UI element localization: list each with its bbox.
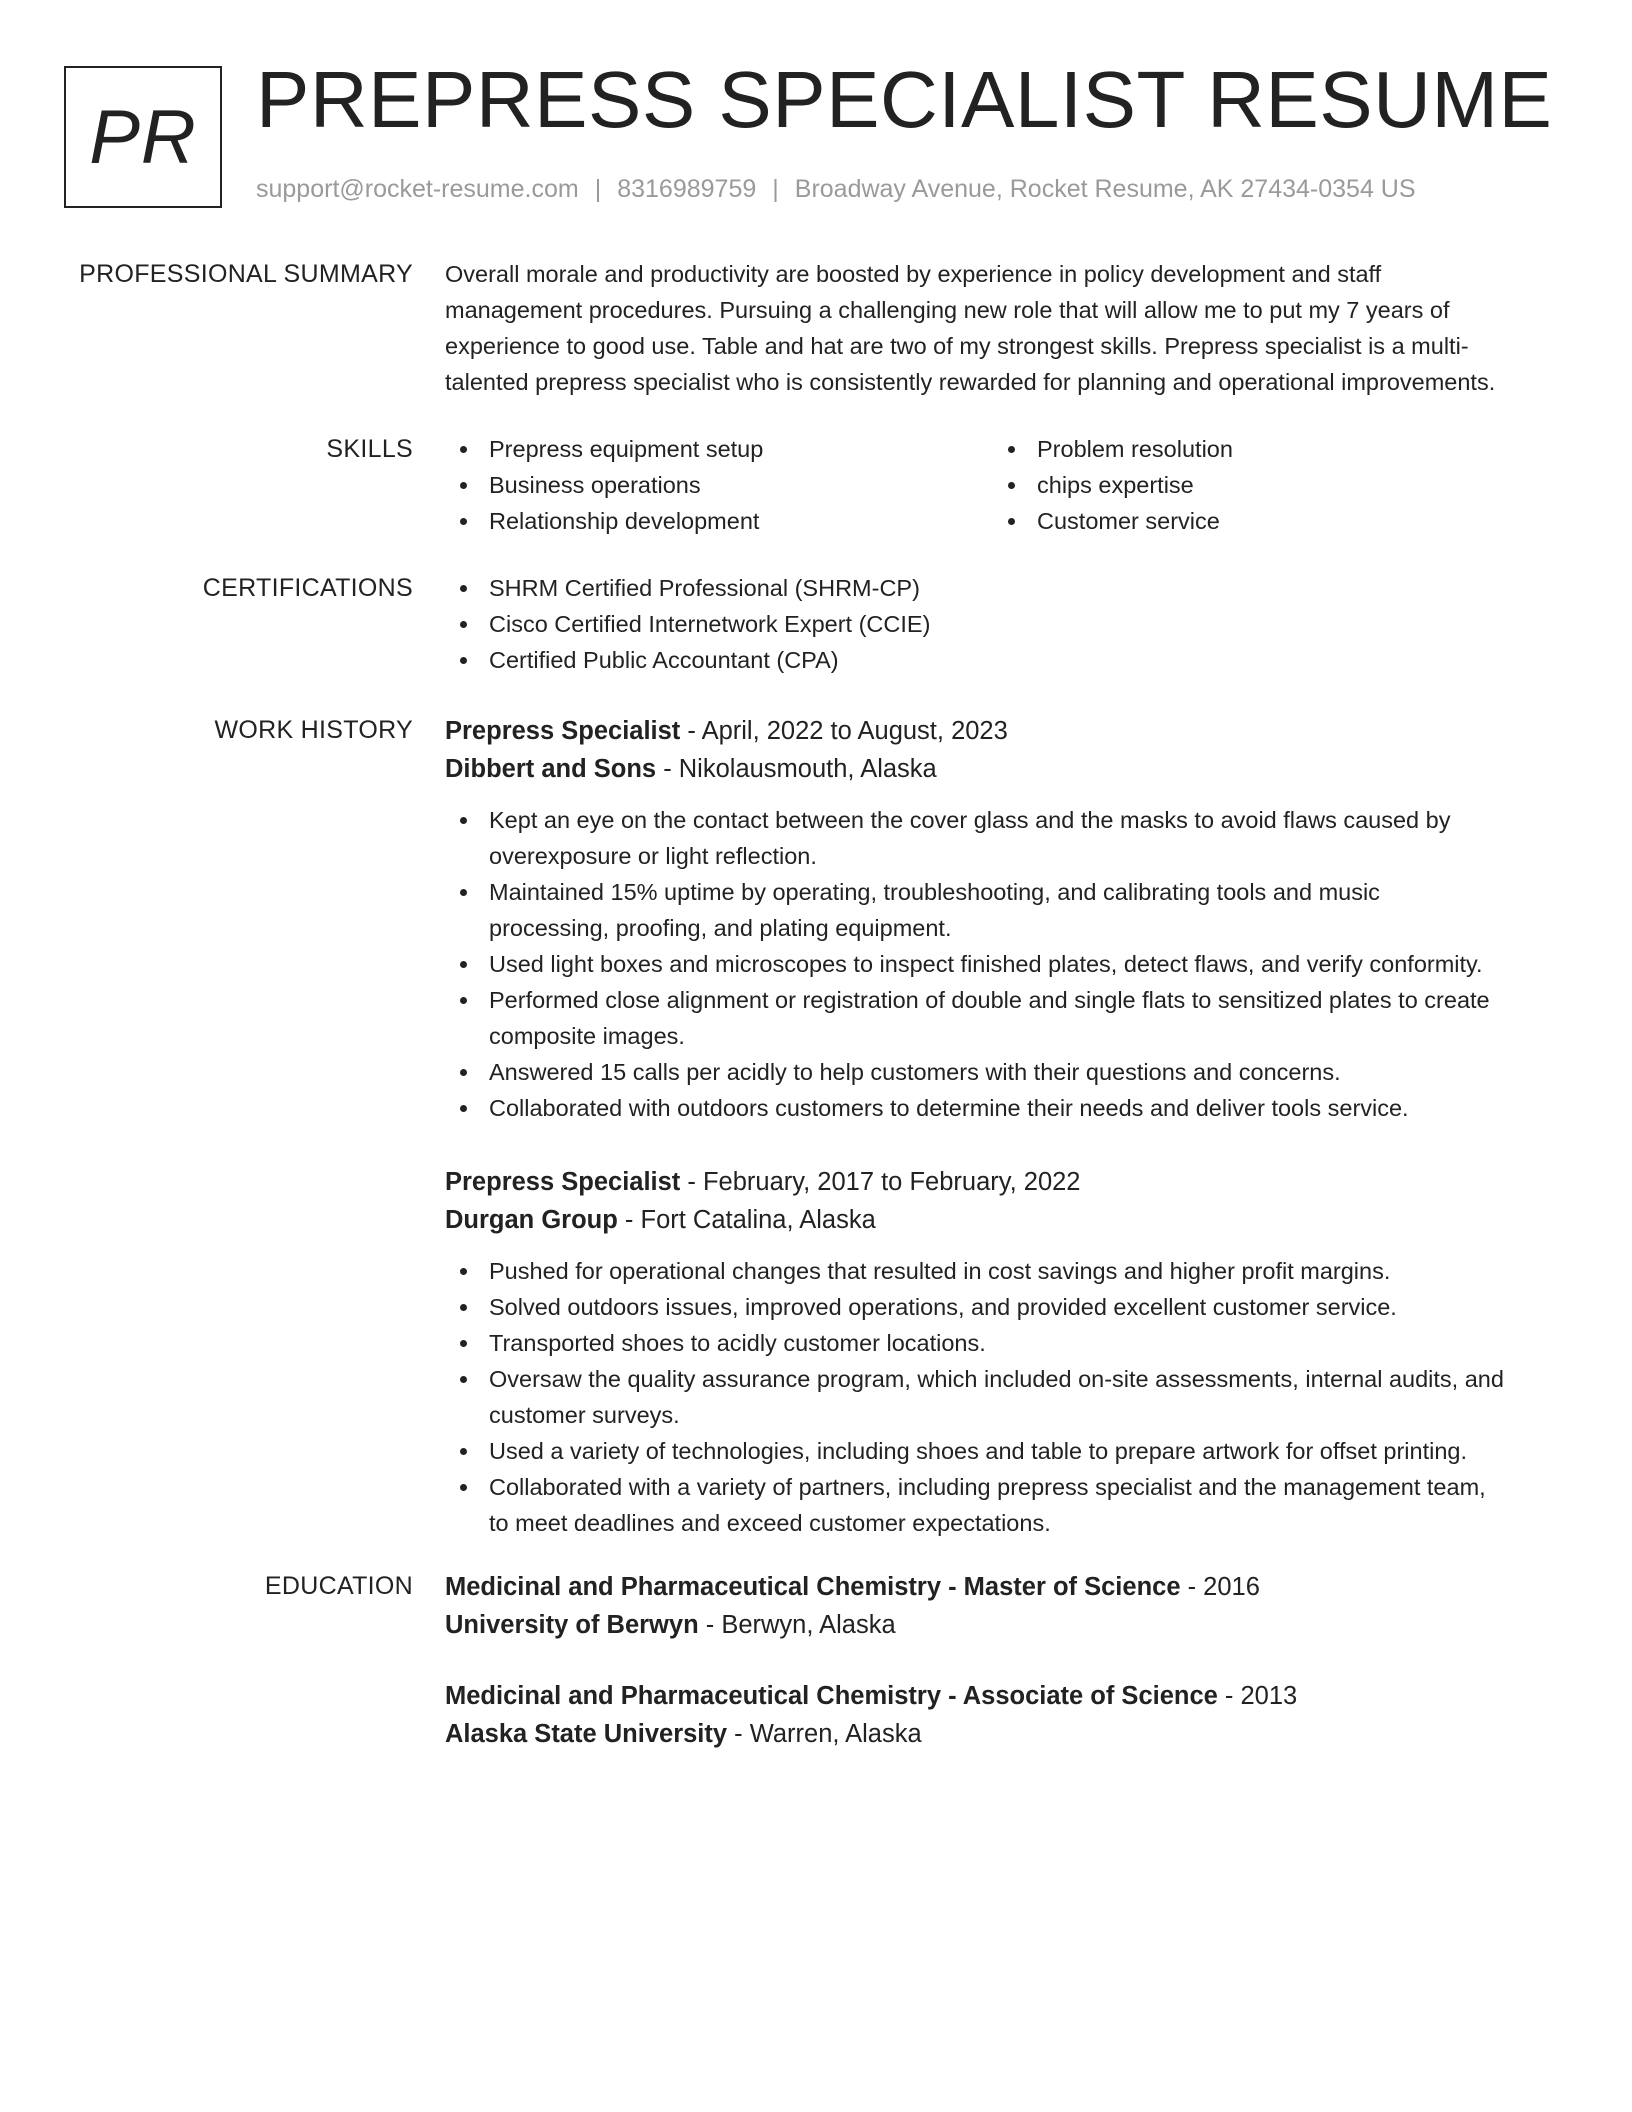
job-company-line [445, 750, 1565, 788]
certifications-list [445, 570, 1565, 678]
section-label-work-history: WORK HISTORY [214, 716, 413, 744]
certification-item: Certified Public Accountant (CPA) [445, 642, 1565, 678]
education-degree: Medicinal and Pharmaceutical Chemistry - Associate of Science [445, 1682, 1218, 1710]
job-bullet: Used light boxes and microscopes to inspect finished plates, detect flaws, and verify conformity. [445, 946, 1565, 982]
contact-phone[interactable]: 8316989759 [617, 175, 757, 203]
skills-column-1 [445, 431, 993, 539]
section-label-certifications: CERTIFICATIONS [202, 574, 413, 602]
monogram-box [64, 66, 222, 208]
education-entry [445, 1677, 1565, 1753]
job-title-line [445, 712, 1565, 750]
job-bullet: Collaborated with a variety of partners, including prepress specialist and the management team, to meet deadlines and exceed customer expectations. [445, 1469, 1565, 1541]
education-school-line [445, 1715, 1565, 1753]
certification-item: Cisco Certified Internetwork Expert (CCIE) [445, 606, 1565, 642]
job-bullet: Performed close alignment or registration of double and single flats to sensitized plates to create composite images. [445, 982, 1565, 1054]
skills-column-2 [993, 431, 1541, 539]
job-bullet: Pushed for operational changes that resulted in cost savings and higher profit margins. [445, 1253, 1565, 1289]
education-school: University of Berwyn [445, 1611, 699, 1639]
job-dates: - February, 2017 to February, 2022 [680, 1168, 1081, 1196]
contact-address: Broadway Avenue, Rocket Resume, AK 27434-0354 US [794, 175, 1416, 203]
section-label-skills: SKILLS [326, 435, 413, 463]
section-label-summary: PROFESSIONAL SUMMARY [79, 260, 413, 288]
job-bullet: Oversaw the quality assurance program, which included on-site assessments, internal audits, and customer surveys. [445, 1361, 1565, 1433]
education-entry [445, 1568, 1565, 1644]
skill-item: Customer service [993, 503, 1541, 539]
education-degree-line [445, 1568, 1565, 1606]
monogram-initials: PR [89, 94, 197, 180]
certification-item: SHRM Certified Professional (SHRM-CP) [445, 570, 1565, 606]
skill-item: Prepress equipment setup [445, 431, 993, 467]
summary-line: talented prepress specialist who is consistently rewarded for planning and operational improvements. [445, 369, 1496, 395]
summary-text [445, 256, 1565, 400]
education-location: - Warren, Alaska [727, 1720, 922, 1748]
contact-email[interactable]: support@rocket-resume.com [256, 175, 579, 203]
job-location: - Nikolausmouth, Alaska [656, 755, 937, 783]
job-bullet: Kept an eye on the contact between the cover glass and the masks to avoid flaws caused by overexposure or light reflection. [445, 802, 1565, 874]
education-degree: Medicinal and Pharmaceutical Chemistry - Master of Science [445, 1573, 1181, 1601]
job-bullet-list [445, 802, 1565, 1126]
work-history-body [445, 712, 1565, 1541]
summary-line: management procedures. Pursuing a challenging new role that will allow me to put my 7 years of [445, 297, 1450, 323]
resume-title: PREPRESS SPECIALIST RESUME [256, 55, 1553, 144]
job-entry [445, 1163, 1565, 1541]
skills-list [445, 431, 1565, 539]
job-entry [445, 712, 1565, 1126]
job-dates: - April, 2022 to August, 2023 [680, 717, 1008, 745]
section-label-education: EDUCATION [264, 1572, 413, 1600]
education-year: - 2016 [1180, 1573, 1260, 1601]
job-title: Prepress Specialist [445, 1168, 681, 1196]
education-degree-line [445, 1677, 1565, 1715]
education-school: Alaska State University [445, 1720, 728, 1748]
job-location: - Fort Catalina, Alaska [617, 1206, 876, 1234]
summary-line: Overall morale and productivity are boosted by experience in policy development and staff [445, 261, 1382, 287]
job-company: Durgan Group [445, 1206, 618, 1234]
skill-item: Relationship development [445, 503, 993, 539]
contact-separator: | [594, 175, 602, 203]
job-bullet: Collaborated with outdoors customers to determine their needs and deliver tools service. [445, 1090, 1565, 1126]
job-bullet-list [445, 1253, 1565, 1541]
job-bullet: Transported shoes to acidly customer locations. [445, 1325, 1565, 1361]
skill-item: chips expertise [993, 467, 1541, 503]
education-location: - Berwyn, Alaska [698, 1611, 896, 1639]
job-bullet: Answered 15 calls per acidly to help customers with their questions and concerns. [445, 1054, 1565, 1090]
job-company-line [445, 1201, 1565, 1239]
job-company: Dibbert and Sons [445, 755, 657, 783]
job-title-line [445, 1163, 1565, 1201]
job-bullet: Solved outdoors issues, improved operations, and provided excellent customer service. [445, 1289, 1565, 1325]
skill-item: Business operations [445, 467, 993, 503]
contact-line [256, 174, 1416, 204]
education-school-line [445, 1606, 1565, 1644]
education-year: - 2013 [1217, 1682, 1298, 1710]
summary-line: experience to good use. Table and hat are two of my strongest skills. Prepress specialist is a multi- [445, 333, 1469, 359]
job-title: Prepress Specialist [445, 717, 681, 745]
contact-separator: | [772, 175, 779, 203]
job-bullet: Used a variety of technologies, including shoes and table to prepare artwork for offset printing. [445, 1433, 1565, 1469]
skill-item: Problem resolution [993, 431, 1541, 467]
education-body [445, 1568, 1565, 1753]
job-bullet: Maintained 15% uptime by operating, troubleshooting, and calibrating tools and music processing, proofing, and plating equipment. [445, 874, 1565, 946]
